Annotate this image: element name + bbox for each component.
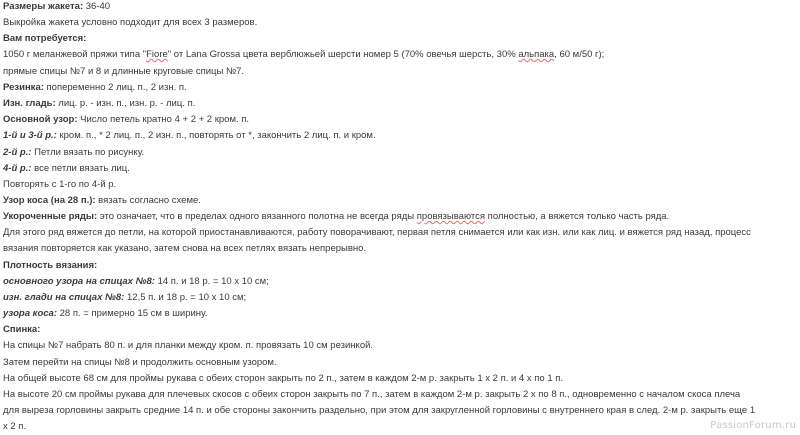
back-step-3: На общей высоте 68 см для проймы рукава с обеих сторон закрыть по 2 п., затем в каждом 2-м р. закрыть 1 х 2 п. и 4 х по 1 п. bbox=[3, 373, 564, 384]
reverse-stockinette-line: Изн. гладь: лиц. р. - изн. п., изн. р. - лиц. п. bbox=[3, 98, 196, 109]
back-step-2: Затем перейти на спицы №8 и продолжить основным узором. bbox=[3, 357, 277, 368]
materials-heading: Вам потребуется: bbox=[3, 33, 87, 44]
back-step-4-end: х 2 п. bbox=[3, 421, 27, 432]
short-rows-explanation: Для этого ряд вяжется до петли, на которой приостанавливаются, работу поворачивают, первая петля снимается или как изн. или как лиц. и вяжется ряд назад, процесс bbox=[3, 227, 751, 238]
gauge-cable: узора коса: 28 п. = примерно 15 см в ширину. bbox=[3, 308, 208, 319]
back-step-4: На высоте 20 см проймы рукава для плечевых скосов с обеих сторон закрыть по 7 п., затем в каждом 2-м р. закрыть 2 х по 8 п., одновременно с началом скоса плеча bbox=[3, 389, 741, 400]
gauge-heading: Плотность вязания: bbox=[3, 260, 98, 271]
gauge-main-pattern: основного узора на спицах №8: 14 п. и 18 р. = 10 х 10 см; bbox=[3, 276, 269, 287]
back-heading: Спинка: bbox=[3, 324, 41, 335]
site-watermark: PassionForum.ru bbox=[710, 420, 796, 431]
short-rows-line: Укороченные ряды: это означает, что в пределах одного вязанного полотна не всегда ряды провязываются полностью, а вяжется только часть ряда. bbox=[3, 211, 670, 222]
pattern-fit-note: Выкройка жакета условно подходит для всех 3 размеров. bbox=[3, 17, 258, 28]
needles-line: прямые спицы №7 и 8 и длинные круговые спицы №7. bbox=[3, 66, 245, 77]
cable-pattern-line: Узор коса (на 28 п.): вязать согласно схеме. bbox=[3, 195, 201, 206]
row-4-line: 4-й р.: все петли вязать лиц. bbox=[3, 163, 130, 174]
repeat-line: Повторять с 1-го по 4-й р. bbox=[3, 179, 117, 190]
yarn-line: 1050 г меланжевой пряжи типа "Fiore" от Lana Grossa цвета верблюжьей шерсти номер 5 (70% овечья шерсть, 30% альпака, 60 м/50 г); bbox=[3, 49, 605, 60]
rib-stitch-line: Резинка: попеременно 2 лиц. п., 2 изн. п. bbox=[3, 82, 187, 93]
sizes-line: Размеры жакета: 36-40 bbox=[3, 1, 111, 12]
rows-1-3-line: 1-й и 3-й р.: кром. п., * 2 лиц. п., 2 изн. п., повторять от *, закончить 2 лиц. п. и кром. bbox=[3, 130, 376, 141]
main-pattern-line: Основной узор: Число петель кратно 4 + 2 + 2 кром. п. bbox=[3, 114, 250, 125]
back-step-1: На спицы №7 набрать 80 п. и для планки между кром. п. провязать 10 см резинкой. bbox=[3, 340, 374, 351]
short-rows-explanation-cont: вязания повторяется как указано, затем снова на всех петлях вязать непрерывно. bbox=[3, 243, 367, 254]
gauge-reverse-stockinette: изн. глади на спицах №8: 12,5 п. и 18 р. = 10 х 10 см; bbox=[3, 292, 247, 303]
back-step-4-cont: для выреза горловины закрыть средние 14 п. и обе стороны закончить раздельно, при этом для закругленной горловины с внутреннего края в след. 2-м р. закрыть еще 1 bbox=[3, 405, 756, 416]
row-2-line: 2-й р.: Петли вязать по рисунку. bbox=[3, 147, 145, 158]
